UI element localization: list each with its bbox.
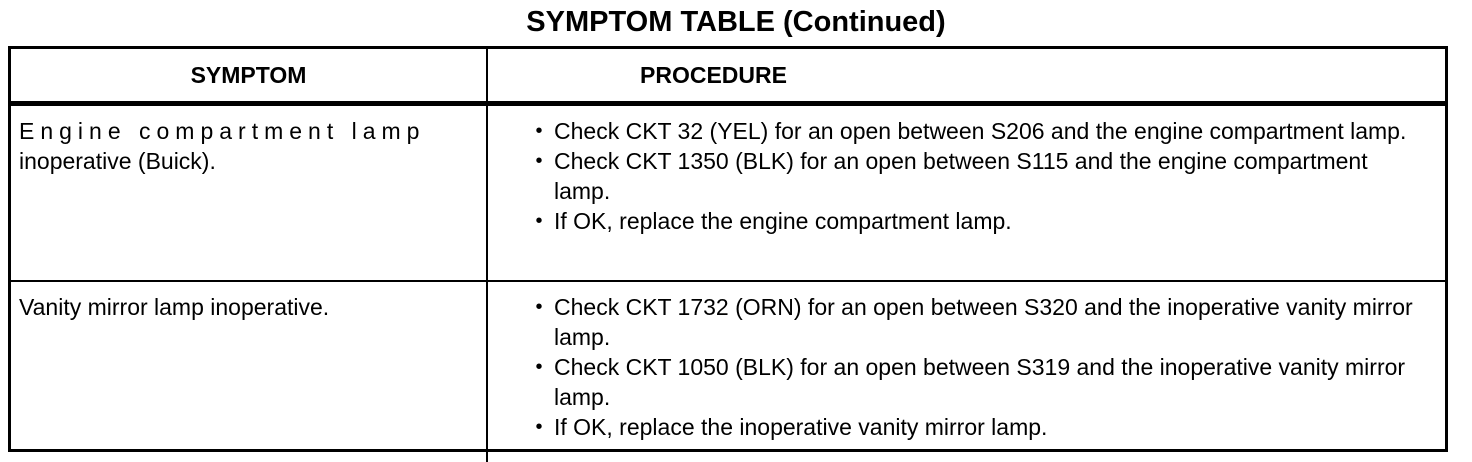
symptom-table xyxy=(8,46,1448,452)
bullet-icon: • xyxy=(535,210,543,232)
procedure-step xyxy=(532,352,1425,412)
procedure-step xyxy=(532,206,1425,236)
bullet-icon: • xyxy=(535,120,543,142)
procedure-step-text: If OK, replace the inoperative vanity mirror lamp. xyxy=(554,414,1048,440)
bullet-icon: • xyxy=(535,356,543,378)
bullet-icon: • xyxy=(535,416,543,438)
procedure-step-text: Check CKT 1350 (BLK) for an open between S115 and the engine compartment lamp. xyxy=(554,148,1368,204)
procedure-step-text: Check CKT 1732 (ORN) for an open between S320 and the inoperative vanity mirror lamp. xyxy=(554,294,1413,350)
procedure-step-text: Check CKT 1050 (BLK) for an open between S319 and the inoperative vanity mirror lamp. xyxy=(554,354,1406,410)
table-row xyxy=(11,104,1445,282)
symptom-column-header: SYMPTOM xyxy=(11,49,487,104)
page-title: SYMPTOM TABLE (Continued) xyxy=(526,6,946,38)
symptom-cell xyxy=(11,104,487,282)
symptom-text: Engine compartment lamp inoperative (Buick). xyxy=(19,118,426,174)
procedure-cell xyxy=(487,104,1445,282)
bullet-icon: • xyxy=(535,150,543,172)
symptom-cell xyxy=(11,281,487,462)
procedure-step xyxy=(532,116,1425,146)
procedure-steps xyxy=(532,292,1425,442)
procedure-steps xyxy=(532,116,1425,236)
procedure-step-text: If OK, replace the engine compartment lamp. xyxy=(554,208,1012,234)
procedure-column-header: PROCEDURE xyxy=(487,49,1445,104)
bullet-icon: • xyxy=(535,296,543,318)
procedure-step-text: Check CKT 32 (YEL) for an open between S206 and the engine compartment lamp. xyxy=(554,118,1407,144)
procedure-cell xyxy=(487,281,1445,462)
symptom-text: Vanity mirror lamp inoperative. xyxy=(19,294,330,320)
procedure-step xyxy=(532,292,1425,352)
procedure-step xyxy=(532,412,1425,442)
table-header-row xyxy=(11,49,1445,104)
procedure-step xyxy=(532,146,1425,206)
table-row xyxy=(11,281,1445,462)
